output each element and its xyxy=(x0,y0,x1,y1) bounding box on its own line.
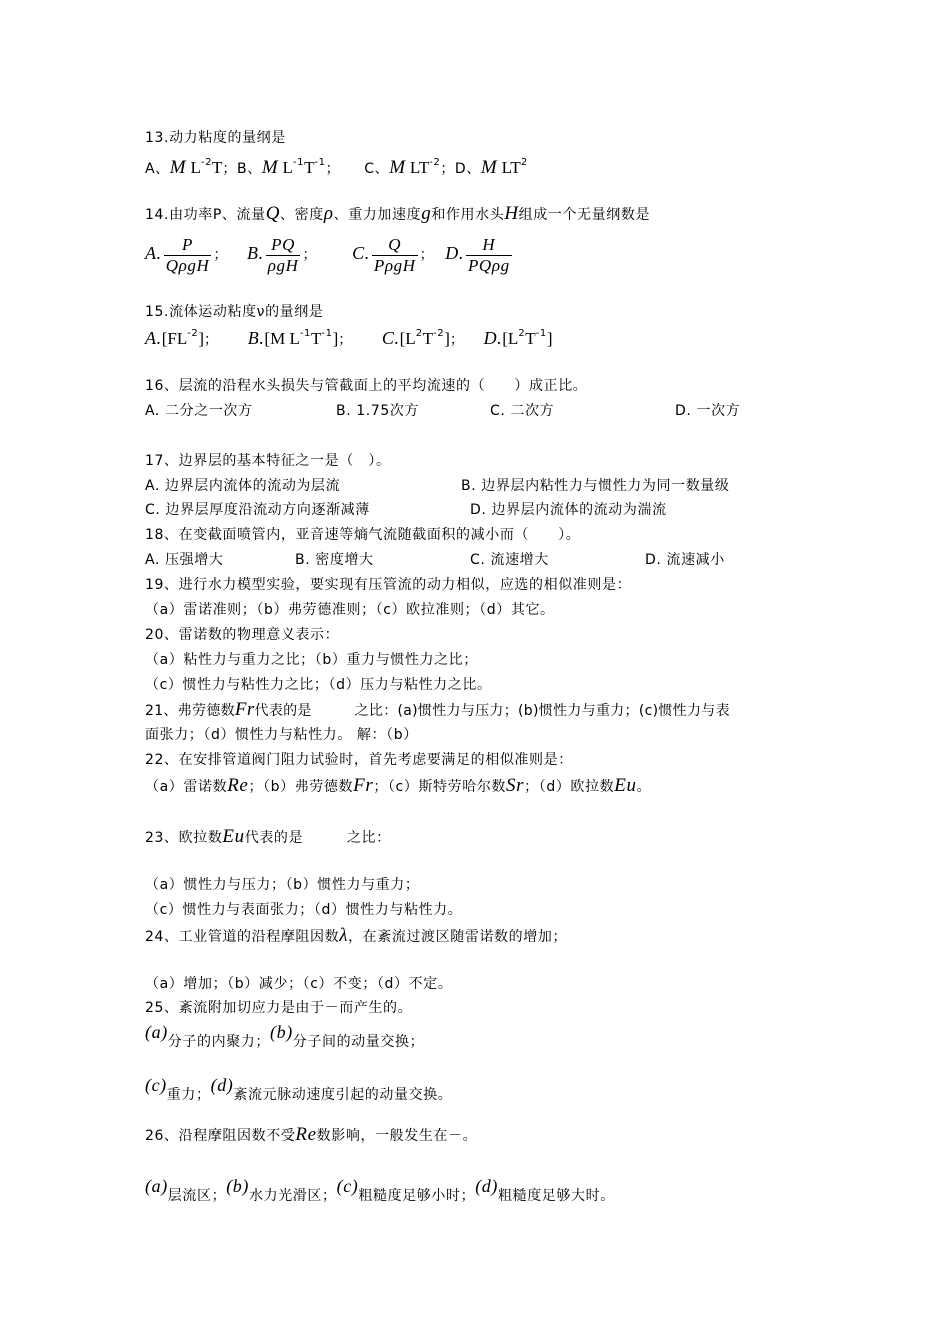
q16-option-b: B. 1.75次方 xyxy=(336,403,420,419)
q20-stem: 20、雷诺数的物理意义表示： xyxy=(145,627,340,643)
q14-c-label: C. xyxy=(352,243,370,263)
q13-d-lt: LT xyxy=(497,158,521,177)
q14-rho-symbol: ρ xyxy=(323,203,334,224)
q13-d-m: M xyxy=(480,157,498,178)
q26-re-symbol: Re xyxy=(295,1124,317,1145)
q24-stem xyxy=(145,926,825,947)
q22-end: 。 xyxy=(636,779,652,795)
q14-a-den: QρgH xyxy=(165,255,210,275)
q18-option-c: C. 流速增大 xyxy=(470,552,549,568)
q26-c-label: (c) xyxy=(336,1176,359,1196)
q14-a-label: A. xyxy=(145,243,162,263)
q20-options-2: （c）惯性力与粘性力之比；（d）压力与粘性力之比。 xyxy=(145,677,492,693)
q15-b-exp2: -1 xyxy=(321,328,333,339)
q16-option-d: D. 一次方 xyxy=(675,403,741,419)
q15-a-exp: -2 xyxy=(187,328,199,339)
q15-b-val: [M L xyxy=(264,329,300,348)
q14-stem-part4: 和作用水头 xyxy=(431,207,505,223)
q13-sep1: ；B、 xyxy=(222,161,262,177)
q14-q-symbol: Q xyxy=(265,203,281,224)
q15-b-t: T xyxy=(311,329,322,348)
q15-d-val: [L xyxy=(502,329,519,348)
q13-b-exp2: -1 xyxy=(314,157,326,168)
q24-stem-part2: ，在紊流过渡区随雷诺数的增加； xyxy=(348,929,568,945)
q13-sep2: ； xyxy=(325,161,341,177)
q14-stem-part2: 、密度 xyxy=(280,207,324,223)
q22-option-d: ；（d）欧拉数 xyxy=(524,779,615,795)
q14-d-num: H xyxy=(466,235,512,256)
q13-c-lt: LT xyxy=(405,158,430,177)
q26-a-label: (a) xyxy=(145,1176,168,1196)
q24-stem-part1: 24、工业管道的沿程摩阻因数 xyxy=(145,929,340,945)
q14-stem-part3: 、重力加速度 xyxy=(333,207,422,223)
q14-b-den: ρgH xyxy=(267,255,299,275)
q13-b-t: T xyxy=(304,158,315,177)
q22-option-b: ；（b）弗劳德数 xyxy=(248,779,354,795)
q22-re-symbol: Re xyxy=(227,775,249,796)
q13-sep3: ；D、 xyxy=(440,161,481,177)
q14-c-sep: ； xyxy=(419,247,435,263)
q15-b-end: ] xyxy=(332,329,339,348)
q13-a-exp: -2 xyxy=(200,157,213,168)
q17-option-b: B. 边界层内粘性力与惯性力为同一数量级 xyxy=(461,478,730,494)
q14-d-den: PQρg xyxy=(467,255,510,275)
q18-stem: 18、在变截面喷管内，亚音速等熵气流随截面积的减小而（ ）。 xyxy=(145,527,581,543)
q26-d-label: (d) xyxy=(475,1176,498,1196)
q22-stem: 22、在安排管道阀门阻力试验时，首先考虑要满足的相似准则是： xyxy=(145,752,573,768)
q22-option-c: ；（c）斯特劳哈尔数 xyxy=(373,779,507,795)
q13-d-exp: 2 xyxy=(520,157,528,168)
q13-c-label: C、 xyxy=(364,161,390,177)
q21-line2: 面张力；（d）惯性力与粘性力。 解：（b） xyxy=(145,727,418,743)
q13-b-exp1: -1 xyxy=(292,157,305,168)
q16-option-a: A. 二分之一次方 xyxy=(145,403,253,419)
q18-option-a: A. 压强增大 xyxy=(145,552,224,568)
q26-stem-part2: 数影响，一般发生在－。 xyxy=(316,1128,478,1144)
q15-c-end: ] xyxy=(444,329,450,348)
q14-b-fraction xyxy=(266,235,301,276)
q23-eu-symbol: Eu xyxy=(222,826,245,847)
q25-a-label: (a) xyxy=(145,1022,168,1042)
q15-c-label: C. xyxy=(381,328,400,348)
q26-stem xyxy=(145,1125,825,1146)
q23-options-2: （c）惯性力与表面张力；（d）惯性力与粘性力。 xyxy=(145,902,463,918)
q26-option-d: 粗糙度足够大时。 xyxy=(498,1188,615,1204)
q14-c-fraction xyxy=(372,235,418,276)
q23-options-1: （a）惯性力与压力；（b）惯性力与重力； xyxy=(145,877,420,893)
q15-b-exp1: -1 xyxy=(299,328,312,339)
q25-stem: 25、紊流附加切应力是由于－而产生的。 xyxy=(145,1000,413,1016)
q14-c-num: Q xyxy=(372,235,418,256)
q13-a-t: T xyxy=(212,158,223,177)
q14-stem-part5: 组成一个无量纲数是 xyxy=(518,207,651,223)
q23-stem-part1: 23、欧拉数 xyxy=(145,830,223,846)
q15-a-end: ] xyxy=(198,329,205,348)
q15-c-exp2: -2 xyxy=(433,328,445,339)
q14-stem xyxy=(145,204,825,225)
q13-b-m: M xyxy=(261,157,279,178)
q15-stem: 15.流体运动粘度ν的量纲是 xyxy=(145,304,324,320)
q25-option-d: 紊流元脉动速度引起的动量交换。 xyxy=(233,1087,453,1103)
q15-a-val: [FL xyxy=(161,329,188,348)
q15-sep-c: ； xyxy=(449,332,465,348)
q25-c-label: (c) xyxy=(145,1075,167,1095)
q15-d-t: T xyxy=(525,329,536,348)
q26-options xyxy=(145,1176,825,1206)
q22-option-a: （a）雷诺数 xyxy=(145,779,228,795)
q15-c-val: [L xyxy=(399,329,416,348)
q14-stem-part1: 14.由功率P、流量 xyxy=(145,207,266,223)
q14-h-symbol: H xyxy=(504,203,519,224)
q25-d-label: (d) xyxy=(210,1075,234,1095)
q24-lambda-symbol: λ xyxy=(339,925,349,946)
q23-stem xyxy=(145,827,825,848)
q13-stem: 13.动力粘度的量纲是 xyxy=(145,130,286,146)
q18-option-b: B. 密度增大 xyxy=(295,552,374,568)
q26-option-b: 水力光滑区； xyxy=(249,1188,337,1204)
q14-g-symbol: g xyxy=(421,203,432,224)
q14-c-den: PρgH xyxy=(373,255,416,275)
q15-d-exp1: 2 xyxy=(518,328,526,339)
q18-option-d: D. 流速减小 xyxy=(645,552,725,568)
q16-stem: 16、层流的沿程水头损失与管截面上的平均流速的（ ）成正比。 xyxy=(145,378,588,394)
q17-option-a: A. 边界层内流体的流动为层流 xyxy=(145,478,341,494)
q16-option-c: C. 二次方 xyxy=(490,403,555,419)
q13-options xyxy=(145,158,825,179)
q20-options-1: （a）粘性力与重力之比；（b）重力与惯性力之比； xyxy=(145,652,478,668)
q19-stem: 19、进行水力模型实验，要实现有压管流的动力相似，应选的相似准则是： xyxy=(145,577,632,593)
q14-d-fraction xyxy=(466,235,512,276)
q14-a-fraction xyxy=(164,235,212,276)
q14-a-num: P xyxy=(164,235,212,256)
q26-option-c: 粗糙度足够小时； xyxy=(358,1188,476,1204)
q13-c-exp: -2 xyxy=(429,157,441,168)
q22-fr-symbol: Fr xyxy=(353,775,374,796)
q17-option-c: C. 边界层厚度沿流动方向逐渐减薄 xyxy=(145,502,370,518)
q15-b-label: B. xyxy=(247,328,265,348)
q26-stem-part1: 26、沿程摩阻因数不受 xyxy=(145,1128,296,1144)
q23-stem-part2: 代表的是 之比： xyxy=(244,830,391,846)
q13-a-m: M xyxy=(169,157,187,178)
q22-options xyxy=(145,776,825,797)
q25-b-label: (b) xyxy=(270,1022,293,1042)
q15-options xyxy=(145,328,825,350)
q26-option-a: 层流区； xyxy=(167,1188,227,1204)
q13-a-label: A、 xyxy=(145,161,170,177)
q14-options xyxy=(145,230,825,278)
q21-stem-part2: 代表的是 之比：(a)惯性力与压力；(b)惯性力与重力；(c)惯性力与表 xyxy=(254,703,730,719)
q13-b-l: L xyxy=(278,158,293,177)
q22-sr-symbol: Sr xyxy=(506,775,525,796)
q14-a-sep: ； xyxy=(213,247,228,263)
q14-b-num: PQ xyxy=(266,235,301,256)
q14-b-label: B. xyxy=(247,243,264,263)
q21-stem-part1: 21、弗劳德数 xyxy=(145,703,235,719)
q17-option-d: D. 边界层内流体的流动为湍流 xyxy=(470,502,667,518)
q15-d-label: D. xyxy=(483,328,503,348)
q15-a-label: A. xyxy=(145,328,162,348)
q13-c-m: M xyxy=(389,157,406,178)
q22-eu-symbol: Eu xyxy=(614,775,637,796)
q15-d-exp2: -1 xyxy=(535,328,547,339)
q26-b-label: (b) xyxy=(226,1176,249,1196)
q15-c-exp1: 2 xyxy=(415,328,423,339)
q15-c-t: T xyxy=(422,329,434,348)
q21-stem xyxy=(145,700,825,721)
q25-option-b: 分子间的动量交换； xyxy=(292,1034,425,1050)
q14-b-sep: ； xyxy=(302,247,318,263)
q25-option-c: 重力； xyxy=(166,1087,211,1103)
q15-sep-a: ； xyxy=(204,332,219,348)
q17-stem: 17、边界层的基本特征之一是（ ）。 xyxy=(145,453,391,469)
q15-sep-b: ； xyxy=(338,332,353,348)
q25-options-ab xyxy=(145,1022,825,1052)
q19-options: （a）雷诺准则；（b）弗劳德准则；（c）欧拉准则；（d）其它。 xyxy=(145,602,555,618)
q25-options-cd xyxy=(145,1075,825,1105)
q25-option-a: 分子的内聚力； xyxy=(167,1034,270,1050)
q21-fr-symbol: Fr xyxy=(234,699,255,720)
q13-a-l: L xyxy=(186,158,201,177)
q15-d-end: ] xyxy=(546,329,553,348)
q24-options: （a）增加；（b）减少；（c）不变；（d）不定。 xyxy=(145,976,453,992)
q14-d-label: D. xyxy=(445,243,464,263)
